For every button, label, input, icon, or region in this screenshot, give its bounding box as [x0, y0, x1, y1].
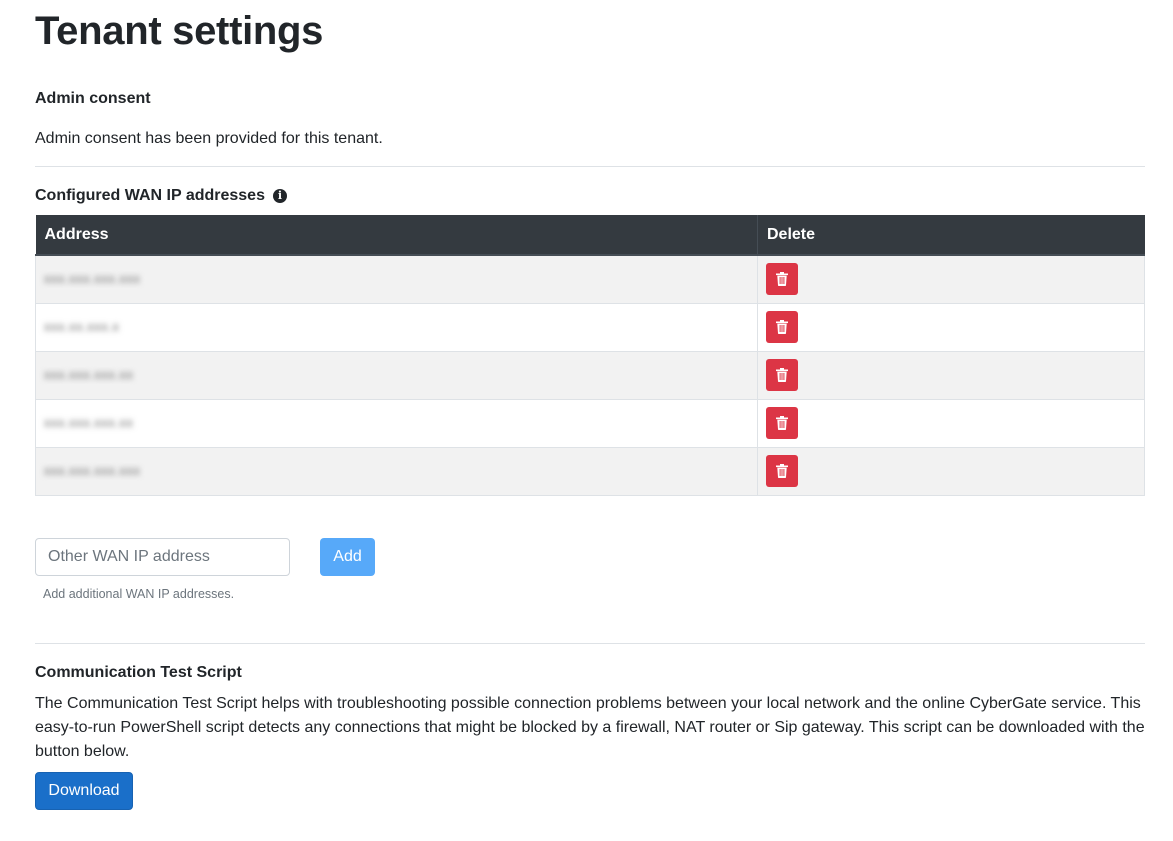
table-row [36, 303, 1145, 351]
address-cell [36, 303, 758, 351]
delete-cell [758, 447, 1145, 495]
blurred-ip-address: xxx.xxx.xxx.xxx [44, 463, 141, 478]
wan-ip-table [35, 215, 1145, 496]
trash-icon [776, 416, 788, 430]
delete-cell [758, 399, 1145, 447]
address-cell [36, 351, 758, 399]
delete-button[interactable] [766, 455, 798, 487]
add-button[interactable]: Add [320, 538, 375, 576]
wan-ip-help-text: Add additional WAN IP addresses. [43, 587, 235, 601]
download-button[interactable]: Download [35, 772, 133, 810]
trash-icon [776, 320, 788, 334]
info-circle-icon[interactable]: i [273, 189, 287, 203]
address-column-header: Address [36, 215, 758, 255]
delete-button[interactable] [766, 359, 798, 391]
table-header-row [36, 215, 1145, 255]
delete-cell [758, 303, 1145, 351]
wan-heading [35, 187, 287, 205]
delete-button[interactable] [766, 407, 798, 439]
address-cell [36, 255, 758, 303]
delete-column-header: Delete [758, 215, 1145, 255]
comm-test-description: The Communication Test Script helps with troubleshooting possible connection problems between your local network and the online CyberGate service. This easy-to-run PowerShell script detects any connections that might be blocked by a firewall, NAT router or Sip gateway. This script can be downloaded with the button below. [35, 695, 1145, 760]
table-row [36, 351, 1145, 399]
section-divider [35, 643, 1145, 644]
blurred-ip-address: xxx.xxx.xxx.xxx [44, 271, 141, 287]
trash-icon [776, 464, 788, 478]
page-title: Tenant settings [35, 9, 324, 53]
wan-ip-input[interactable] [35, 538, 290, 576]
admin-consent-text: Admin consent has been provided for this tenant. [35, 130, 383, 147]
table-row [36, 399, 1145, 447]
table-row [36, 447, 1145, 495]
blurred-ip-address: xxx.xxx.xxx.xx [44, 415, 134, 430]
delete-cell [758, 255, 1145, 303]
comm-test-heading: Communication Test Script [35, 664, 242, 681]
address-cell [36, 447, 758, 495]
table-row [36, 255, 1145, 303]
admin-consent-heading: Admin consent [35, 90, 151, 107]
blurred-ip-address: xxx.xxx.xxx.xx [44, 367, 134, 382]
section-divider [35, 166, 1145, 167]
wan-heading-label: Configured WAN IP addresses [35, 187, 265, 204]
delete-button[interactable] [766, 311, 798, 343]
delete-cell [758, 351, 1145, 399]
trash-icon [776, 368, 788, 382]
blurred-ip-address: xxx.xx.xxx.x [44, 319, 120, 334]
trash-icon [776, 272, 788, 286]
address-cell [36, 399, 758, 447]
delete-button[interactable] [766, 263, 798, 295]
